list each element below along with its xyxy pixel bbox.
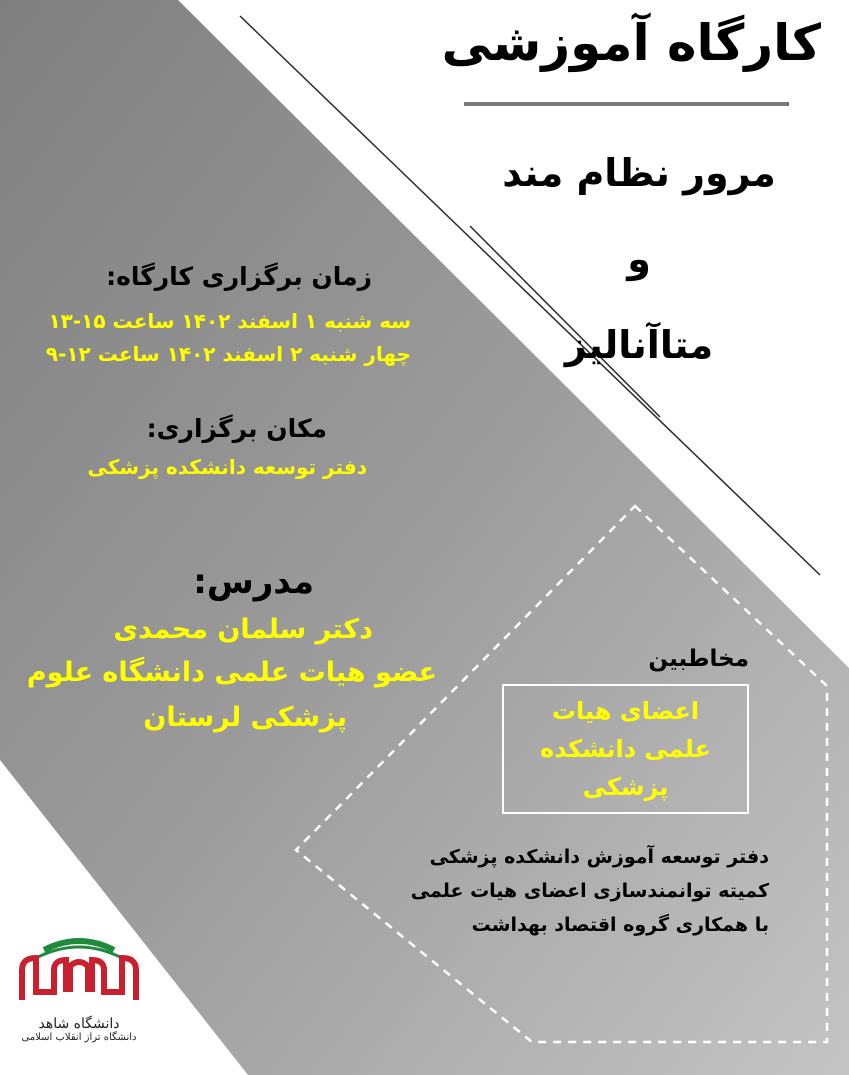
instructor-title-line-2: پزشکی لرستان (143, 702, 347, 733)
audience-line-1: اعضای هیات (551, 697, 700, 725)
instructor-name: دکتر سلمان محمدی (113, 614, 373, 645)
instructor-heading: مدرس: (193, 562, 314, 602)
logo-name: دانشگاه شاهد (38, 1016, 120, 1032)
audience-line-3: پزشکی (582, 773, 669, 801)
schedule-heading: زمان برگزاری کارگاه: (106, 262, 372, 291)
workshop-topic (489, 130, 789, 388)
venue-value: دفتر توسعه دانشکده پزشکی (87, 455, 367, 479)
university-logo (14, 930, 144, 1060)
workshop-label: کارگاه آموزشی (441, 14, 821, 72)
organizer-line-2: کمیته توانمندسازی اعضای هیات علمی (410, 880, 769, 902)
audience-heading: مخاطبین (648, 646, 749, 672)
venue-heading: مکان برگزاری: (146, 414, 327, 443)
organizer-line-3: با همکاری گروه اقتصاد بهداشت (471, 914, 769, 936)
audience-box (502, 684, 749, 814)
instructor-title-line-1: عضو هیات علمی دانشگاه علوم (26, 657, 437, 688)
organizers (411, 840, 769, 942)
organizer-line-1: دفتر توسعه آموزش دانشکده پزشکی (429, 846, 769, 868)
audience-line-2: علمی دانشکده (540, 735, 711, 763)
logo-tagline: دانشگاه تراز انقلاب اسلامی (21, 1032, 137, 1043)
topic-line-2: متاآنالیز (564, 323, 714, 367)
university-emblem-icon (14, 930, 144, 1010)
topic-line-1: مرور نظام مند و (502, 151, 776, 281)
schedule-session-2: چهار شنبه ۲ اسفند ۱۴۰۲ ساعت ۱۲-۹ (45, 342, 411, 366)
schedule-session-1: سه شنبه ۱ اسفند ۱۴۰۲ ساعت ۱۵-۱۳ (48, 309, 411, 333)
